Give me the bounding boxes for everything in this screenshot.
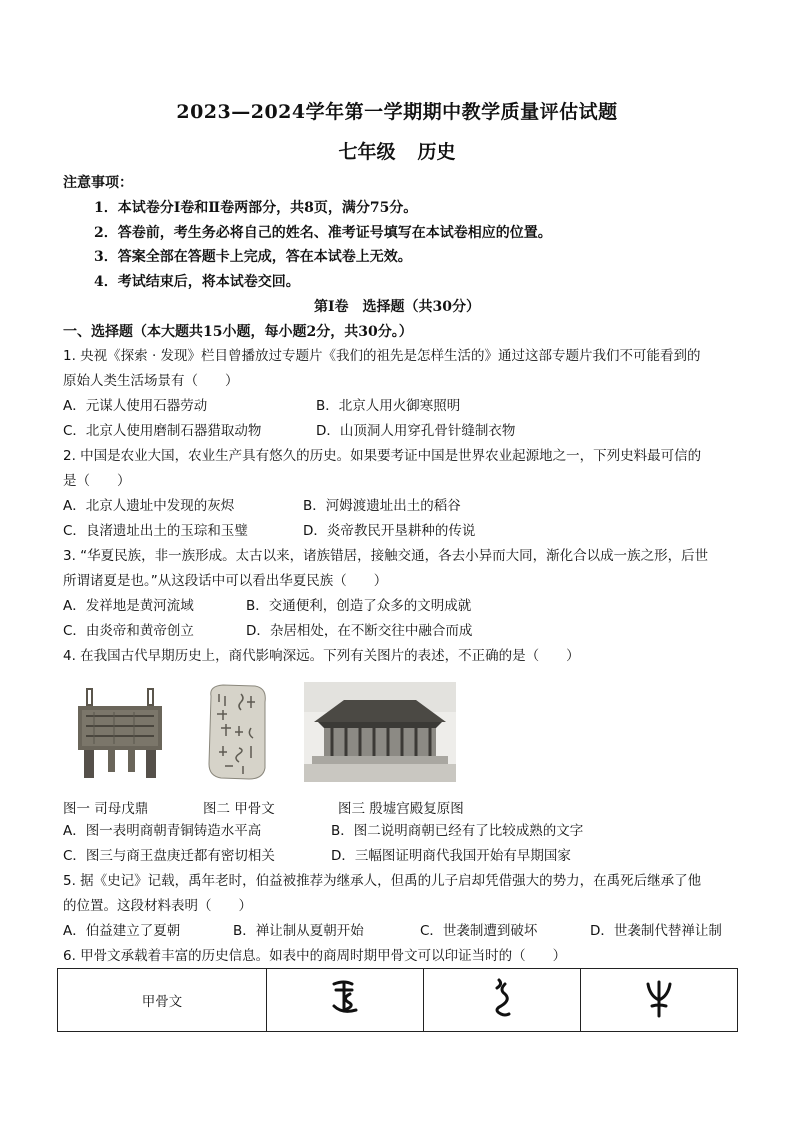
q2-stem: 2. 中国是农业大国，农业生产具有悠久的历史。如果要考证中国是世界农业起源地之一，下列史料最可信的 [63, 448, 702, 464]
fig2-caption: 图二 甲骨文 [203, 801, 275, 817]
fig3-caption: 图三 殷墟宫殿复原图 [338, 801, 464, 817]
q1-option-d: D．山顶洞人用穿孔骨针缝制衣物 [316, 423, 516, 439]
glyph-cell-1 [267, 969, 424, 1032]
table-row [58, 969, 738, 1032]
q1-option-a: A．元谋人使用石器劳动 [63, 398, 208, 414]
q3-option-d: D．杂居相处，在不断交往中融合而成 [246, 623, 473, 639]
notice-item: 1．本试卷分Ⅰ卷和Ⅱ卷两部分，共8页，满分75分。 [94, 200, 418, 216]
q2-option-a: A．北京人遗址中发现的灰烬 [63, 498, 235, 514]
q4-figures [0, 682, 794, 782]
q5-stem: 5. 据《史记》记载，禹年老时，伯益被推荐为继承人，但禹的儿子启却凭借强大的势力，在禹死后继承了他 [63, 873, 702, 889]
q1-stem-cont: 原始人类生活场景有（ ） [63, 373, 239, 389]
oracle-glyph-1 [328, 976, 362, 1020]
q2-option-d: D．炎帝教民开垦耕种的传说 [303, 523, 476, 539]
table-label-cell: 甲骨文 [58, 969, 267, 1032]
grade-label: 七年级 [338, 141, 396, 163]
q1-option-b: B．北京人用火御寒照明 [316, 398, 461, 414]
q4-option-b: B．图二说明商朝已经有了比较成熟的文字 [331, 823, 584, 839]
q3-option-c: C．由炎帝和黄帝创立 [63, 623, 194, 639]
q4-option-a: A．图一表明商朝青铜铸造水平高 [63, 823, 262, 839]
q5-option-c: C．世袭制遭到破坏 [420, 923, 538, 939]
q3-option-b: B．交通便利，创造了众多的文明成就 [246, 598, 472, 614]
oracle-glyph-3 [642, 976, 676, 1020]
oracle-glyph-2 [485, 976, 519, 1020]
q3-stem-cont: 所谓诸夏是也。”从这段话中可以看出华夏民族（ ） [63, 573, 388, 589]
q4-option-c: C．图三与商王盘庚迁都有密切相关 [63, 848, 275, 864]
q3-stem: 3. “华夏民族，非一族形成。太古以来，诸族错居，接触交通，各去小异而大同，渐化合以成一族之形，后世 [63, 548, 709, 564]
q3-option-a: A．发祥地是黄河流域 [63, 598, 194, 614]
oracle-glyph-table [57, 968, 738, 1032]
q5-option-b: B．禅让制从夏朝开始 [233, 923, 364, 939]
bronze-ding-image [70, 682, 170, 782]
q5-option-a: A．伯益建立了夏朝 [63, 923, 181, 939]
q4-stem: 4. 在我国古代早期历史上，商代影响深远。下列有关图片的表述，不正确的是（ ） [63, 648, 580, 664]
q1-stem: 1. 央视《探索 · 发现》栏目曾播放过专题片《我们的祖先是怎样生活的》通过这部专题片我们不可能看到的 [63, 348, 701, 364]
q5-option-d: D．世袭制代替禅让制 [590, 923, 722, 939]
q2-option-b: B．河姆渡遗址出土的稻谷 [303, 498, 461, 514]
notice-item: 4．考试结束后，将本试卷交回。 [94, 274, 300, 290]
notice-item: 2．答卷前，考生务必将自己的姓名、准考证号填写在本试卷相应的位置。 [94, 225, 552, 241]
notice-heading: 注意事项： [63, 175, 133, 191]
q2-option-c: C．良渚遗址出土的玉琮和玉璧 [63, 523, 248, 539]
exam-subtitle [0, 137, 794, 164]
glyph-cell-3 [581, 969, 738, 1032]
yinxu-palace-image [304, 682, 456, 782]
section-title: 第Ⅰ卷 选择题（共30分） [313, 299, 481, 315]
fig1-caption: 图一 司母戊鼎 [63, 801, 149, 817]
part-heading: 一、选择题（本大题共15小题，每小题2分，共30分。） [63, 324, 413, 340]
exam-title: 2023—2024学年第一学期期中教学质量评估试题 [176, 101, 618, 123]
glyph-cell-2 [424, 969, 581, 1032]
q2-stem-cont: 是（ ） [63, 473, 131, 489]
q4-option-d: D．三幅图证明商代我国开始有早期国家 [331, 848, 571, 864]
notice-item: 3．答案全部在答题卡上完成，答在本试卷上无效。 [94, 249, 412, 265]
oracle-bone-image [203, 682, 271, 782]
q6-stem: 6. 甲骨文承载着丰富的历史信息。如表中的商周时期甲骨文可以印证当时的（ ） [63, 948, 567, 964]
subject-label: 历史 [417, 141, 456, 163]
q1-option-c: C．北京人使用磨制石器猎取动物 [63, 423, 262, 439]
q5-stem-cont: 的位置。这段材料表明（ ） [63, 898, 252, 914]
